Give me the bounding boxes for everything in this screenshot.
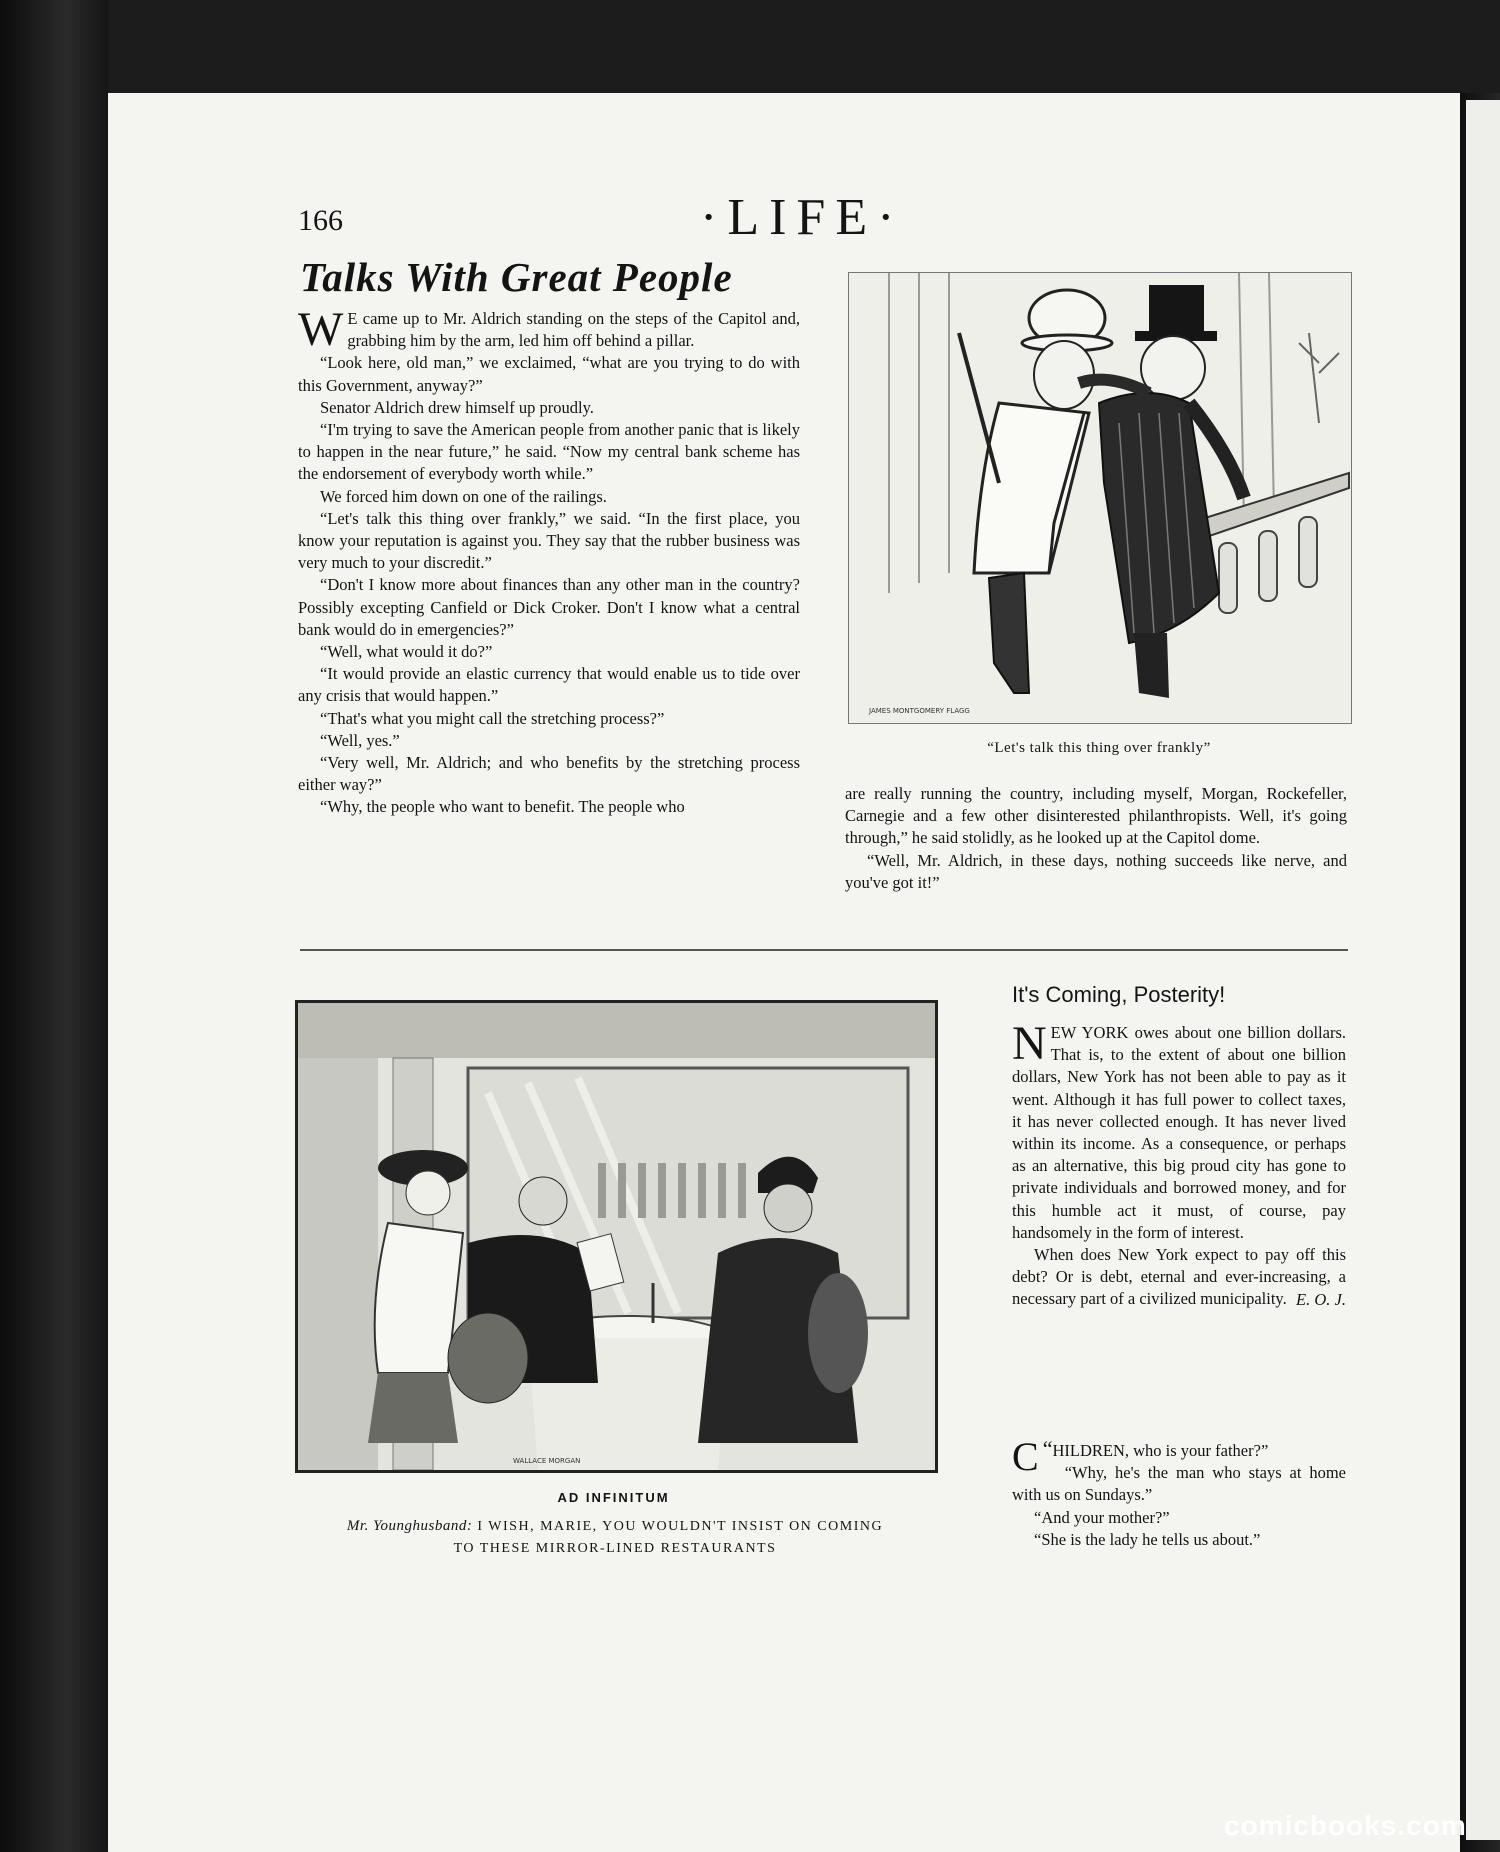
paragraph-text: E came up to Mr. Aldrich standing on the steps of the Capitol and, grabbing him by the arm, led him off behind a pillar. bbox=[347, 309, 800, 351]
joke-text: “And your mother?” bbox=[1034, 1507, 1170, 1527]
article-paragraph bbox=[298, 796, 800, 818]
drop-cap: W bbox=[298, 303, 344, 356]
illustration-drawing bbox=[298, 1003, 935, 1470]
svg-text:JAMES MONTGOMERY FLAGG: JAMES MONTGOMERY FLAGG bbox=[869, 707, 970, 715]
book-gutter-left bbox=[0, 0, 108, 1852]
paragraph-text: “Don't I know more about finances than any other man in the country? Possibly excepting Canfield or Dick Croker. Don't I know what a central bank would do in emergencies?” bbox=[298, 575, 800, 639]
page-number: 166 bbox=[298, 204, 343, 237]
paragraph-text: “Why, the people who want to benefit. The people who bbox=[320, 797, 685, 817]
article-right-column bbox=[845, 783, 1347, 894]
article-title: Talks With Great People bbox=[300, 254, 733, 300]
joke-text: “She is the lady he tells us about.” bbox=[1034, 1529, 1261, 1549]
joke-line bbox=[1012, 1462, 1346, 1506]
article-paragraph bbox=[298, 352, 800, 396]
posterity-column bbox=[1012, 1017, 1346, 1311]
joke-text: “Why, he's the man who stays at home with us on Sundays.” bbox=[1012, 1463, 1346, 1505]
article-paragraph bbox=[298, 752, 800, 796]
children-joke bbox=[1012, 1434, 1346, 1551]
paragraph-text: “Very well, Mr. Aldrich; and who benefits by the stretching process either way?” bbox=[298, 753, 800, 795]
joke-line bbox=[1012, 1507, 1346, 1529]
article-paragraph: “Well, Mr. Aldrich, in these days, nothing succeeds like nerve, and you've got it!” bbox=[845, 850, 1347, 892]
cartoon-illustration bbox=[849, 273, 1351, 723]
article-paragraph bbox=[298, 303, 800, 356]
paragraph-text: When does New York expect to pay off this debt? Or is debt, eternal and ever-increasing, a necessary part of a civilized municipality. bbox=[1012, 1245, 1346, 1309]
joke-line bbox=[1012, 1434, 1346, 1479]
illustration-title: AD INFINITUM bbox=[557, 1490, 670, 1505]
site-watermark: comicbooks.com bbox=[1224, 1810, 1467, 1841]
paragraph-text: We forced him down on one of the railings. bbox=[320, 486, 607, 506]
article-paragraph bbox=[298, 574, 800, 641]
author-signature: E. O. J. bbox=[1296, 1289, 1346, 1309]
adjacent-page-edge bbox=[1466, 100, 1500, 1840]
joke-text: HILDREN, who is your father?” bbox=[1052, 1441, 1269, 1460]
joke-line bbox=[1012, 1529, 1346, 1551]
drop-cap: C bbox=[1012, 1434, 1039, 1479]
illustration-caption bbox=[340, 1515, 890, 1560]
paragraph-text: “Well, yes.” bbox=[320, 730, 400, 750]
article-paragraph bbox=[298, 486, 800, 508]
drop-cap: N bbox=[1012, 1017, 1047, 1070]
article-paragraph bbox=[298, 419, 800, 486]
paragraph-text: “Well, what would it do?” bbox=[320, 642, 493, 662]
caption-text: I WISH, MARIE, YOU WOULDN'T INSIST ON COMING TO THESE MIRROR-LINED RESTAURANTS bbox=[453, 1519, 884, 1556]
article-paragraph bbox=[298, 663, 800, 707]
paragraph-text: “It would provide an elastic currency that would enable us to tide over any crisis that would happen.” bbox=[298, 664, 800, 706]
aldrich-cartoon bbox=[848, 272, 1352, 724]
article-paragraph bbox=[298, 708, 800, 730]
section-divider bbox=[300, 949, 1348, 951]
article-paragraph bbox=[298, 508, 800, 575]
svg-text:WALLACE MORGAN: WALLACE MORGAN bbox=[513, 1457, 581, 1465]
restaurant-illustration bbox=[295, 1000, 938, 1473]
article-paragraph bbox=[298, 641, 800, 663]
article-paragraph: are really running the country, including myself, Morgan, Rockefeller, Carnegie and a few other disinterested philanthropists. Well, it's going through,” he said stolidly, as he looked up at the Capitol dome. bbox=[845, 784, 1347, 848]
paragraph-text: “Look here, old man,” we exclaimed, “what are you trying to do with this Government, anyway?” bbox=[298, 353, 800, 395]
open-quote: “ bbox=[1042, 1436, 1053, 1461]
paragraph-text: “Let's talk this thing over frankly,” we said. “In the first place, you know your reputation is against you. They say that the rubber business was very much to your discredit.” bbox=[298, 508, 800, 573]
article-paragraph bbox=[1012, 1017, 1346, 1244]
caption-speaker: Mr. Younghusband: bbox=[346, 1518, 473, 1534]
masthead: ·LIFE· bbox=[700, 189, 905, 246]
article-paragraph bbox=[298, 397, 800, 419]
cartoon-caption: “Let's talk this thing over frankly” bbox=[987, 740, 1211, 756]
article-paragraph bbox=[298, 730, 800, 752]
article-left-column bbox=[298, 303, 800, 819]
paragraph-text: EW YORK owes about one billion dollars. That is, to the extent of about one billion dollars, New York has not been able to pay as it went. Although it has full power to collect taxes, it has never collected enough. It has never lived within its income. As a consequence, or perhaps as an alternative, this big proud city has gone to private individuals and borrowed money, and for this humble act it must, of course, pay handsomely in the form of interest. bbox=[1012, 1023, 1346, 1242]
paragraph-text: Senator Aldrich drew himself up proudly. bbox=[320, 397, 594, 417]
paragraph-text: “I'm trying to save the American people from another panic that is likely to happen in the near future,” he said. “Now my central bank scheme has the endorsement of everybody worth while.” bbox=[298, 420, 800, 484]
paragraph-text: “That's what you might call the stretching process?” bbox=[320, 708, 665, 728]
posterity-title: It's Coming, Posterity! bbox=[1012, 982, 1226, 1007]
